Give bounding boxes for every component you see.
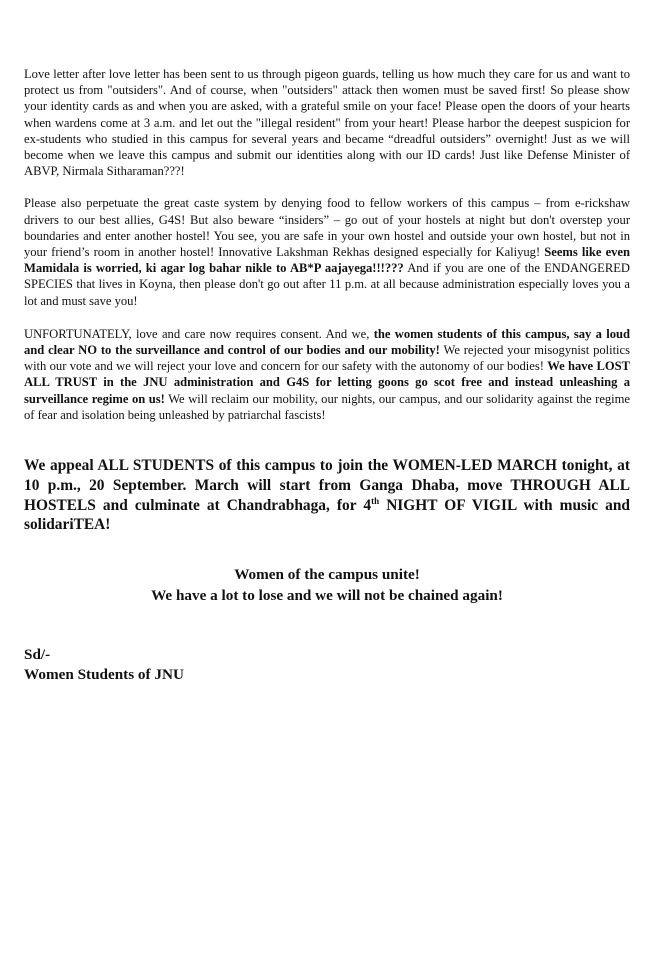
paragraph-consent	[24, 326, 630, 423]
slogans	[24, 564, 630, 606]
paragraph-love-letter: Love letter after love letter has been sent to us through pigeon guards, telling us how much they care for us and want to protect us from "outsiders". And of course, when "outsiders" attack then women must be saved first! So please show your identity cards as and when you are asked, with a grateful smile on your face! Please open the doors of your hearts when wardens come at 3 a.m. and let out the "illegal resident" from your heart! Please harbor the deepest suspicion for ex-students who studied in this campus for several years and became “dreadful outsiders” overnight! Just as we will become when we leave this campus and submit our identities along with our ID cards! Just like Defense Minister of ABVP, Nirmala Sitharaman???!	[24, 67, 630, 179]
slogan-line-2: We have a lot to lose and we will not be chained again!	[151, 587, 503, 605]
paragraph-consent-text-2: We rejected your misogynist politics with our vote and we will reject your love and concern for our safety with the autonomy of our bodies!	[24, 343, 630, 374]
signoff-sd: Sd/-	[24, 646, 51, 664]
march-appeal-text-1: We appeal ALL STUDENTS of this campus to join the WOMEN-LED MARCH tonight, at 10 p.m., 20 September. March will start from Ganga Dhaba, move THROUGH ALL HOSTELS and culminate at Chandrabhaga, for 4	[24, 457, 630, 514]
paragraph-consent-text-3: We will reclaim our mobility, our nights, our campus, and our solidarity against the regime of fear and isolation being unleashed by patriarchal fascists!	[24, 391, 630, 422]
paragraph-consent-bold-1: the women students of this campus, say a loud and clear NO to the surveillance and control of our bodies and our mobility!	[24, 326, 630, 358]
paragraph-caste-system	[24, 195, 630, 308]
document-page	[24, 66, 630, 685]
paragraph-consent-text-1: UNFORTUNATELY, love and care now requires consent. And we,	[24, 326, 374, 341]
signoff-signatory: Women Students of JNU	[24, 666, 184, 684]
march-appeal	[24, 456, 630, 535]
signoff	[24, 645, 630, 685]
march-appeal-ordinal: th	[371, 495, 380, 506]
paragraph-caste-text-1: Please also perpetuate the great caste system by denying food to fellow workers of this campus – from e-rickshaw drivers to our best allies, G4S! But also beware “insiders” – go out of your hostels at night but don't overstep your boundaries and enter another hostel! You see, you are safe in your own hostel and outside your own hostel, but not in your friend’s room in another hostel! Innovative Lakshman Rekhas designed especially for Kaliyug!	[24, 196, 630, 260]
slogan-line-1: Women of the campus unite!	[234, 566, 420, 584]
march-appeal-text-2: NIGHT OF VIGIL with music and solidariTEA!	[24, 496, 630, 534]
paragraph-caste-bold-1: Seems like even Mamidala is worried, ki agar log bahar nikle to AB*P aajayega!!!???	[24, 245, 630, 276]
paragraph-caste-text-2: And if you are one of the ENDANGERED SPECIES that lives in Koyna, then please don't go out after 11 p.m. at all because administration especially loves you a lot and must save you!	[24, 261, 630, 308]
paragraph-consent-bold-2: We have LOST ALL TRUST in the JNU administration and G4S for letting goons go scot free and instead unleashing a surveillance regime on us!	[24, 359, 630, 406]
